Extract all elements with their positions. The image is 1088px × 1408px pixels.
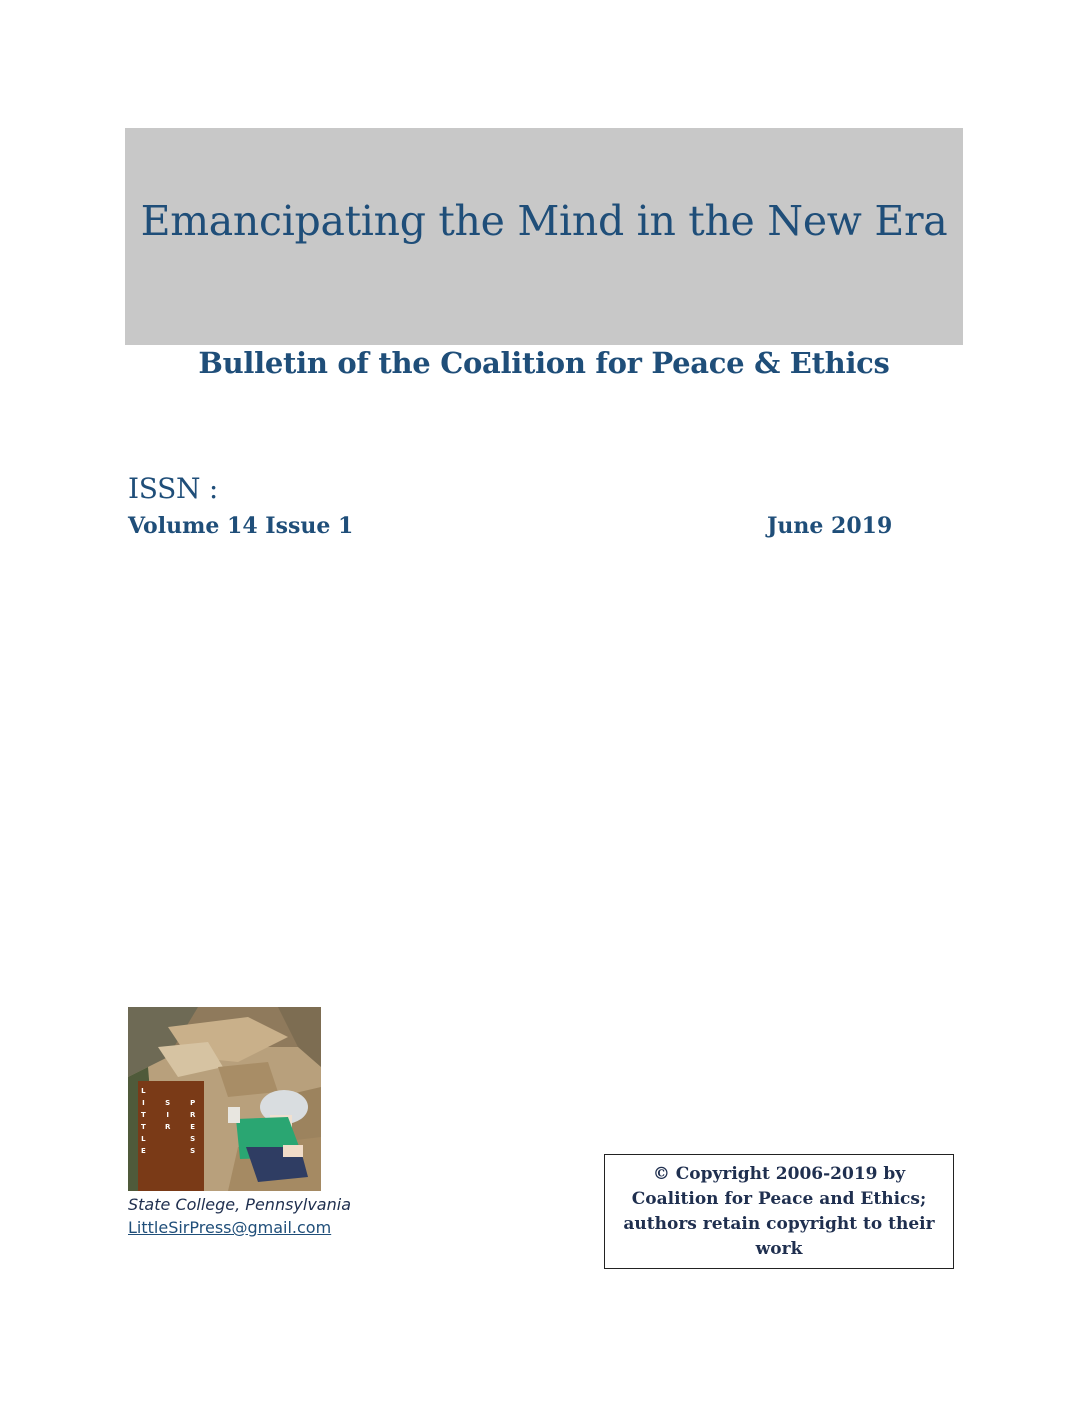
copyright-notice — [604, 1154, 954, 1269]
copyright-line: work — [755, 1238, 803, 1259]
copyright-line: Coalition for Peace and Ethics; — [631, 1188, 927, 1209]
volume-issue: Volume 14 Issue 1 — [128, 513, 354, 539]
bulletin-subtitle: Bulletin of the Coalition for Peace & Ethics — [198, 346, 890, 380]
logo-word-little: L I T T L E — [141, 1087, 146, 1155]
little-sir-press-logo — [138, 1081, 204, 1191]
publisher-city: State College, Pennsylvania — [128, 1195, 351, 1214]
issn-label: ISSN : — [128, 472, 218, 505]
copyright-line: authors retain copyright to their — [623, 1213, 935, 1234]
publisher-logo-photo — [128, 1007, 321, 1191]
title-banner — [125, 128, 963, 345]
logo-word-sir: S I R — [165, 1099, 171, 1131]
bulletin-title: Emancipating the Mind in the New Era — [140, 196, 948, 245]
logo-word-press: P R E S S — [190, 1099, 196, 1155]
issue-date: June 2019 — [767, 513, 893, 539]
publisher-email-link[interactable]: LittleSirPress@gmail.com — [128, 1218, 332, 1237]
copyright-line: © Copyright 2006-2019 by — [652, 1163, 906, 1184]
